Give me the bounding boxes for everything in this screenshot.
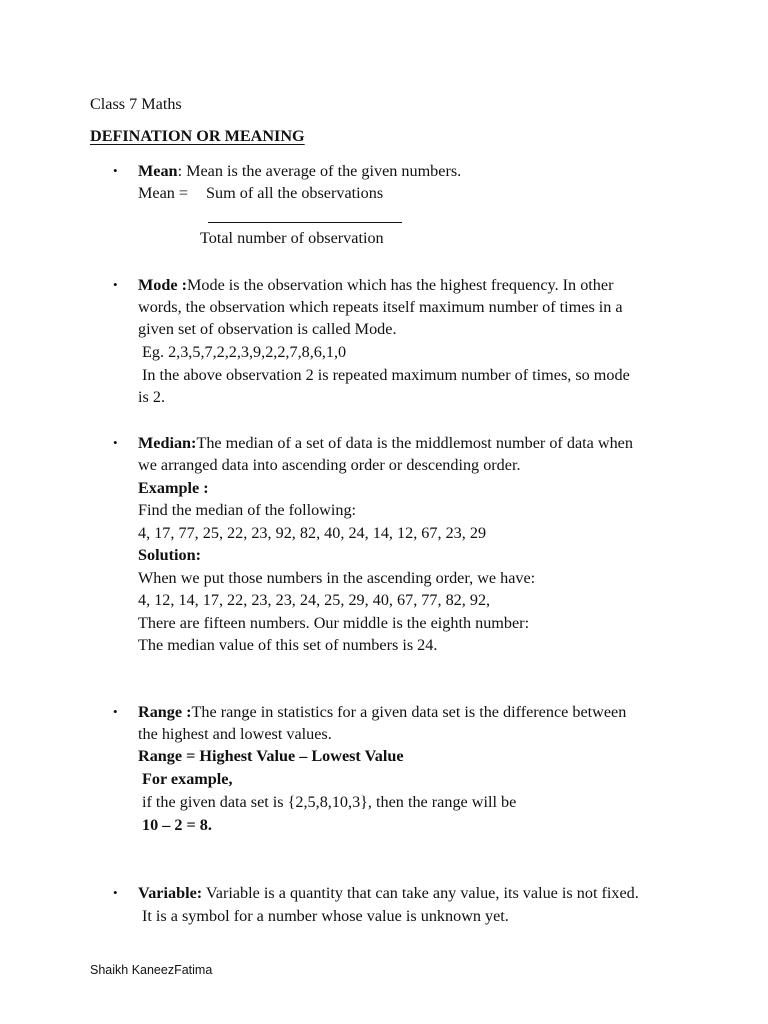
mode-line-2: words, the observation which repeats itself maximum number of times in a (138, 298, 623, 316)
variable-line-1 (138, 882, 639, 904)
fraction-bar (208, 222, 402, 223)
median-result: The median value of this set of numbers is 24. (138, 636, 438, 654)
bullet-variable: • (113, 885, 118, 900)
mode-line-1-text: Mode is the observation which has the highest frequency. In other (187, 276, 614, 294)
mean-definition-text: : Mean is the average of the given numbers. (177, 162, 462, 180)
median-line-1-text: The median of a set of data is the middlemost number of data when (196, 434, 633, 452)
median-step-1: When we put those numbers in the ascending order, we have: (138, 569, 536, 587)
median-step-2: There are fifteen numbers. Our middle is the eighth number: (138, 614, 530, 632)
footer-author: Shaikh KaneezFatima (90, 963, 213, 977)
bullet-median: • (113, 435, 118, 450)
range-example-label: For example, (142, 770, 233, 788)
variable-term: Variable: (138, 884, 203, 902)
range-example: if the given data set is {2,5,8,10,3}, then the range will be (142, 793, 517, 811)
median-data: 4, 17, 77, 25, 22, 23, 92, 82, 40, 24, 14, 12, 67, 23, 29 (138, 524, 487, 542)
mean-term: Mean (138, 162, 178, 180)
class-title: Class 7 Maths (90, 95, 182, 113)
median-line-2: we arranged data into ascending order or descending order. (138, 456, 521, 474)
range-line-1 (138, 701, 626, 723)
mean-formula-label: Mean = (138, 184, 189, 202)
mean-numerator: Sum of all the observations (206, 184, 384, 202)
mode-explanation-2: is 2. (138, 388, 165, 406)
mode-line-3: given set of observation is called Mode. (138, 320, 397, 338)
median-term: Median: (138, 434, 197, 452)
bullet-range: • (113, 704, 118, 719)
median-solution-label: Solution: (138, 546, 201, 564)
range-line-2: the highest and lowest values. (138, 725, 332, 743)
median-sorted: 4, 12, 14, 17, 22, 23, 23, 24, 25, 29, 40, 67, 77, 82, 92, (138, 591, 491, 609)
mode-term: Mode : (138, 276, 187, 294)
median-line-1 (138, 432, 633, 454)
bullet-mean: • (113, 163, 118, 178)
range-term: Range : (138, 703, 192, 721)
median-example-label: Example : (138, 479, 209, 497)
range-formula: Range = Highest Value – Lowest Value (138, 747, 404, 765)
mean-definition (138, 160, 461, 182)
mode-explanation-1: In the above observation 2 is repeated maximum number of times, so mode (142, 366, 630, 384)
mean-denominator: Total number of observation (200, 229, 384, 247)
section-heading: DEFINATION OR MEANING (90, 127, 305, 145)
mode-example: Eg. 2,3,5,7,2,2,3,9,2,2,7,8,6,1,0 (142, 343, 347, 361)
range-answer: 10 – 2 = 8. (142, 816, 212, 834)
variable-line-2: It is a symbol for a number whose value is unknown yet. (142, 907, 509, 925)
mode-line-1 (138, 274, 613, 296)
range-line-1-text: The range in statistics for a given data set is the difference between (191, 703, 627, 721)
bullet-mode: • (113, 277, 118, 292)
variable-line-1-text: Variable is a quantity that can take any value, its value is not fixed. (202, 884, 639, 902)
median-task: Find the median of the following: (138, 501, 357, 519)
